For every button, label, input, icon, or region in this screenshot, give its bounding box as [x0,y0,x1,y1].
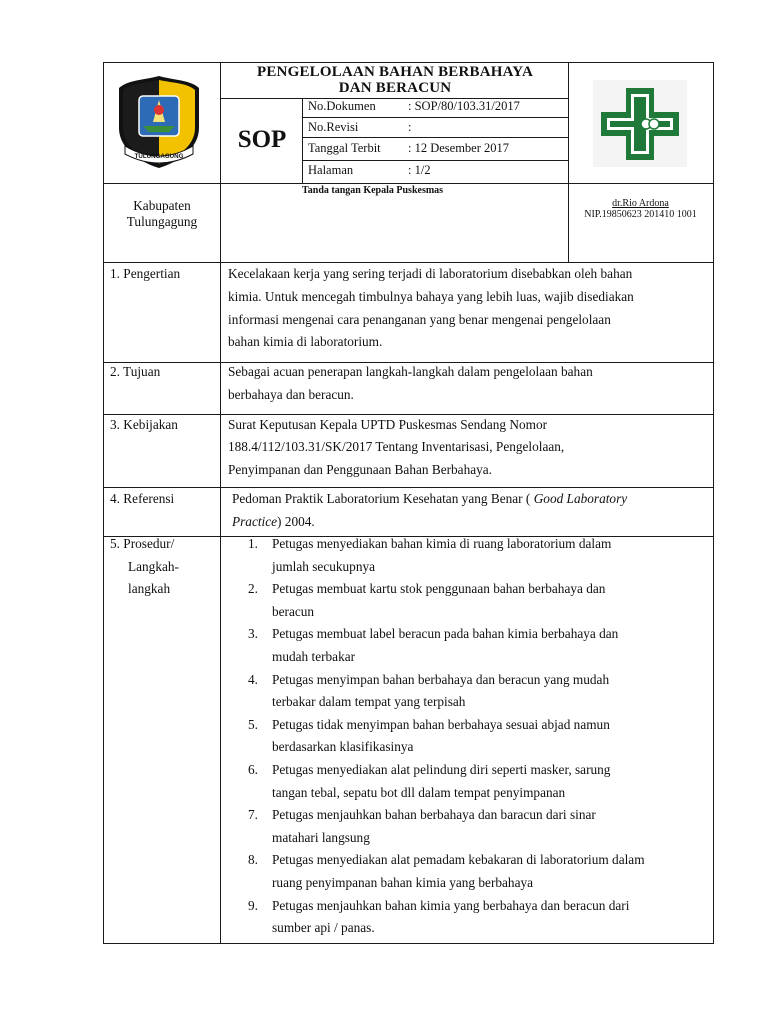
column-divider-right [568,62,569,262]
step-text: Petugas menjauhkan bahan berbahaya dan baracun dari sinar [272,807,596,823]
step-text: matahari langsung [272,829,370,845]
step-text: Petugas menyimpan bahan berbahaya dan beracun yang mudah [272,671,610,687]
sop-label: SOP [237,126,287,153]
header-bottom-line [103,183,714,184]
table-border-left [103,62,104,944]
signatory-nip: NIP.19850623 201410 1001 [584,209,697,220]
step-number: 5. [248,716,258,732]
pengertian-line: bahan kimia di laboratorium. [228,334,383,349]
meta-divider-1 [302,117,568,118]
region-line2: Tulungagung [126,214,198,229]
procedure-step [228,533,712,578]
step-text: Petugas membuat label beracun pada bahan kimia berbahaya dan [272,626,619,642]
tujuan-line: Sebagai acuan penerapan langkah-langkah dalam pengelolaan bahan [228,364,593,379]
column-divider-left [220,62,221,944]
referensi-italic: Practice [232,514,278,529]
section-label-referensi: 4. Referensi [110,491,175,506]
step-number: 8. [248,852,258,868]
section-label-prosedur: 5. Prosedur/ [110,536,175,551]
tulungagung-crest-icon [117,74,201,170]
pengertian-line: kimia. Untuk mencegah timbulnya bahaya yang lebih luas, wajib disediakan [228,289,634,304]
meta-label-no-revisi: No.Revisi [308,120,359,134]
step-text: terbakar dalam tempat yang terpisah [272,694,466,710]
section-label-tujuan: 2. Tujuan [110,364,161,379]
meta-divider-2 [302,137,568,138]
step-number: 1. [248,536,258,551]
step-text: tangan tebal, sepatu bot dll dalam tempat penyimpanan [272,784,566,800]
section-label-kebijakan: 3. Kebijakan [110,417,178,432]
step-text: sumber api / panas. [272,920,375,936]
table-border-bottom [103,943,714,944]
sop-divider [302,98,303,183]
kebijakan-line: Penyimpanan dan Penggunaan Bahan Berbahaya. [228,462,493,477]
step-number: 4. [248,671,258,687]
meta-value-no-dokumen: : SOP/80/103.31/2017 [408,99,520,113]
meta-value-halaman: : 1/2 [408,163,431,177]
section-label-pengertian: 1. Pengertian [110,266,181,281]
referensi-text: Pedoman Praktik Laboratorium Kesehatan yang Benar ( [232,491,534,506]
step-text: Petugas tidak menyimpan bahan berbahaya sesuai abjad namun [272,716,610,732]
meta-label-halaman: Halaman [308,163,354,177]
region-line1: Kabupaten [133,198,191,213]
meta-divider-3 [302,160,568,161]
table-border-right [713,62,714,944]
step-text: Petugas menyediakan alat pemadam kebakaran di laboratorium dalam [272,852,645,868]
step-text: berdasarkan klasifikasinya [272,739,414,755]
section-label-prosedur: langkah [128,581,171,596]
puskesmas-cross-icon [593,80,687,167]
signature-label: Tanda tangan Kepala Puskesmas [302,185,444,196]
step-text: beracun [272,603,315,619]
procedure-step [228,759,712,804]
document-title-line2: DAN BERACUN [338,80,452,96]
meta-value-no-revisi: : [408,120,412,134]
procedure-step [228,714,712,759]
procedure-step [228,849,712,894]
step-text: Petugas membuat kartu stok penggunaan bahan berbahaya dan [272,581,606,597]
signatory-name: dr.Rio Ardona [612,198,669,209]
step-number: 6. [248,761,258,777]
section-label-prosedur: Langkah- [128,559,179,574]
referensi-italic: Good Laboratory [533,491,628,506]
procedure-step [228,623,712,668]
referensi-line1 [232,488,627,511]
pengertian-line: informasi mengenai cara penanganan yang benar mengenai pengelolaan [228,312,611,327]
tujuan-line: berbahaya dan beracun. [228,387,354,402]
step-number: 9. [248,897,258,913]
meta-value-tanggal-terbit: : 12 Desember 2017 [408,141,510,155]
step-text: Petugas menyediakan bahan kimia di ruang laboratorium dalam [272,536,612,551]
referensi-text: ) 2004. [277,514,315,529]
procedure-step [228,578,712,623]
pengertian-line: Kecelakaan kerja yang sering terjadi di laboratorium disebabkan oleh bahan [228,266,633,281]
meta-label-no-dokumen: No.Dokumen [308,99,376,113]
kebijakan-line: Surat Keputusan Kepala UPTD Puskesmas Sendang Nomor [228,417,548,432]
step-text: jumlah secukupnya [272,558,376,574]
step-text: Petugas menjauhkan bahan kimia yang berbahaya dan beracun dari [272,897,630,913]
procedure-steps-list [228,533,712,940]
procedure-step [228,895,712,940]
procedure-step [228,669,712,714]
kebijakan-line: 188.4/112/103.31/SK/2017 Tentang Inventarisasi, Pengelolaan, [228,439,565,454]
crest-label: TULUNGAGUNG [134,153,184,160]
procedure-step [228,804,712,849]
document-title-line1: PENGELOLAAN BAHAN BERBAHAYA [256,64,533,80]
table-border-top [103,62,714,63]
meta-label-tanggal-terbit: Tanggal Terbit [308,141,381,155]
step-text: mudah terbakar [272,648,356,664]
step-number: 3. [248,626,258,642]
referensi-line2 [232,511,315,534]
step-number: 2. [248,581,258,597]
step-text: Petugas menyediakan alat pelindung diri seperti masker, sarung [272,761,611,777]
step-text: ruang penyimpanan bahan kimia yang berbahaya [272,874,534,890]
step-number: 7. [248,807,258,823]
